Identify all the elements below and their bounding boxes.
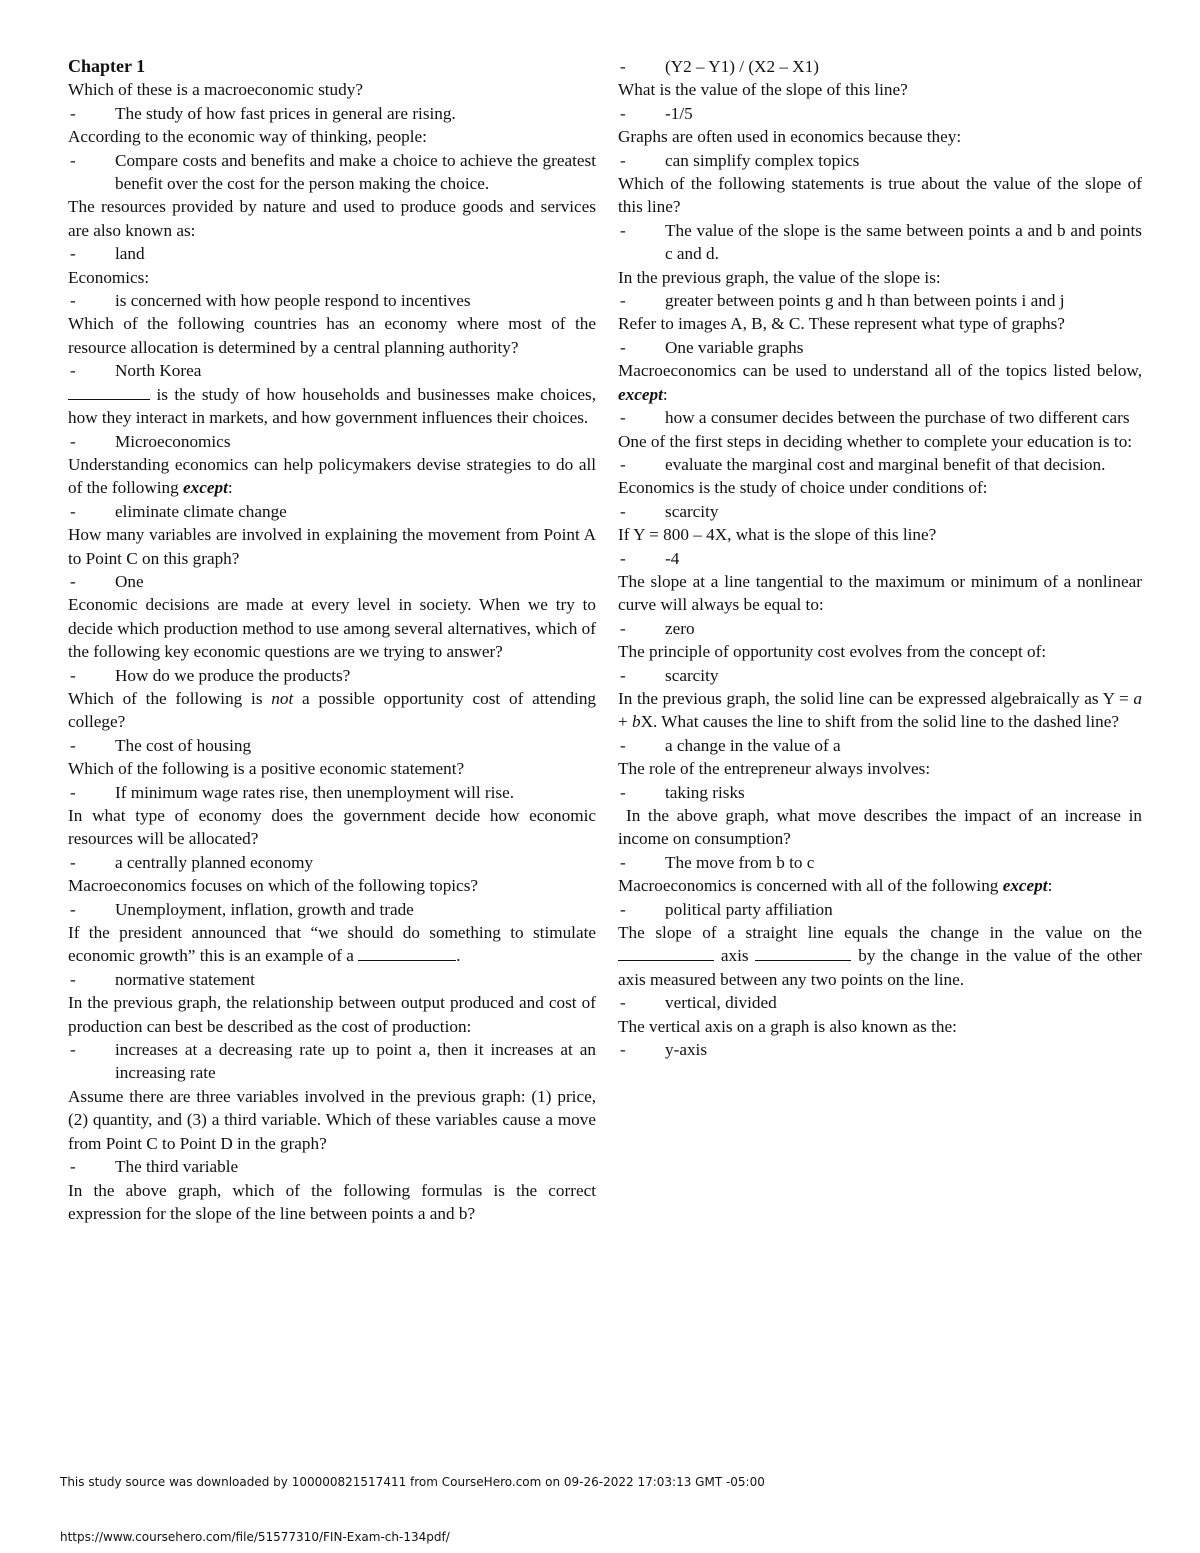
answer (68, 734, 596, 757)
question (618, 687, 1142, 734)
answer-dash: - (70, 1040, 76, 1060)
answer (68, 359, 596, 382)
question-text: Which of the following is (68, 688, 263, 708)
fill-in-blank (618, 944, 714, 961)
answer-dash: - (70, 431, 76, 451)
answer (618, 406, 1142, 429)
question: In the above graph, what move describes the impact of an increase in income on consumption? (618, 806, 1142, 849)
answer-dash: - (620, 291, 626, 311)
answer-text: can simplify complex topics (665, 150, 860, 170)
answer-dash: - (70, 735, 76, 755)
question-text: If the president announced that “we should do something to stimulate economic growth” this is an example of a (68, 923, 596, 966)
answer-text: How do we produce the products? (115, 665, 351, 685)
question-text: Macroeconomics is concerned with all of the following (618, 876, 999, 896)
plus-sign: + (618, 712, 628, 732)
question (618, 359, 1142, 406)
answer-dash: - (620, 501, 626, 521)
answer-dash: - (70, 571, 76, 591)
answer-text: is concerned with how people respond to incentives (115, 291, 471, 311)
variable-a: a (1133, 688, 1143, 708)
answer (68, 500, 596, 523)
answer-text: normative statement (115, 969, 255, 989)
answer (618, 55, 1142, 78)
answer (618, 851, 1142, 874)
answer-text: scarcity (665, 665, 719, 685)
emphasis-not: not (271, 688, 294, 708)
answer-dash: - (70, 899, 76, 919)
chapter-title: Chapter 1 (68, 56, 146, 76)
answer-text: zero (665, 618, 695, 638)
answer (618, 500, 1142, 523)
answer (618, 102, 1142, 125)
answer-dash: - (620, 665, 626, 685)
source-url-link[interactable]: https://www.coursehero.com/file/51577310/FIN-Exam-ch-134pdf/ (60, 1530, 450, 1544)
answer-text: a change in the value of a (665, 735, 841, 755)
answer (68, 664, 596, 687)
answer-dash: - (620, 408, 626, 428)
question: Which of the following is a positive economic statement? (68, 759, 465, 779)
answer (68, 898, 596, 921)
left-column (68, 55, 596, 1225)
answer-dash: - (70, 291, 76, 311)
question: Assume there are three variables involved in the previous graph: (1) price, (2) quantity, and (3) a third variable. Which of these variables cause a move from Point C to Point D in the graph? (68, 1086, 596, 1153)
answer (618, 898, 1142, 921)
answer-text: The value of the slope is the same between points a and b and points c and d. (665, 220, 1142, 264)
answer-text: evaluate the marginal cost and marginal benefit of that decision. (665, 454, 1106, 474)
question: How many variables are involved in explaining the movement from Point A to Point C on this graph? (68, 525, 596, 568)
answer (68, 570, 596, 593)
question-text: In the previous graph, the solid line can be expressed algebraically as Y = (618, 688, 1129, 708)
answer-dash: - (70, 361, 76, 381)
emphasis-except: except (183, 478, 228, 498)
answer-text: If minimum wage rates rise, then unemployment will rise. (115, 782, 515, 802)
answer-text: The move from b to c (665, 852, 815, 872)
answer (618, 734, 1142, 757)
answer (618, 1038, 1142, 1061)
answer (68, 102, 596, 125)
emphasis-except: except (1002, 876, 1048, 896)
question: The resources provided by nature and used to produce goods and services are also known as: (68, 197, 596, 240)
answer (68, 781, 596, 804)
answer-text: y-axis (665, 1040, 708, 1060)
answer-text: taking risks (665, 782, 745, 802)
question-text: Macroeconomics can be used to understand all of the topics listed below, (618, 361, 1142, 381)
answer-dash: - (620, 548, 626, 568)
answer-text: increases at a decreasing rate up to point a, then it increases at an increasing rate (115, 1040, 596, 1083)
answer-dash: - (620, 618, 626, 638)
answer-text: The study of how fast prices in general are rising. (115, 103, 456, 123)
question: Which of these is a macroeconomic study? (68, 80, 363, 100)
question: The principle of opportunity cost evolves from the concept of: (618, 642, 1047, 662)
answer-text: eliminate climate change (115, 501, 287, 521)
answer-text: Compare costs and benefits and make a choice to achieve the greatest benefit over the cost for the person making the choice. (115, 150, 596, 194)
answer-dash: - (620, 103, 626, 123)
answer-dash: - (620, 899, 626, 919)
download-notice: This study source was downloaded by 100000821517411 from CourseHero.com on 09-26-2022 17:03:13 GMT -05:00 (60, 1475, 765, 1489)
answer-dash: - (70, 1157, 76, 1177)
question: If the president announced that “we should do something to stimulate economic growth” this is an example of a . (68, 923, 596, 966)
question: The slope at a line tangential to the maximum or minimum of a nonlinear curve will always be equal to: (618, 571, 1142, 615)
question: In the previous graph, the relationship between output produced and cost of production can best be described as the cost of production: (68, 993, 596, 1036)
question-text-end: a possible opportunity cost of attending college? (68, 688, 597, 732)
answer (68, 851, 596, 874)
question-text-end: : (1047, 876, 1053, 896)
answer (68, 149, 596, 196)
question: Macroeconomics focuses on which of the following topics? (68, 876, 479, 896)
question: The role of the entrepreneur always involves: (618, 759, 931, 779)
answer-text: political party affiliation (665, 899, 833, 919)
answer (618, 781, 1142, 804)
answer-text: North Korea (115, 361, 202, 381)
question-text: The slope of a straight line equals the change in the value on the (618, 923, 1142, 943)
answer-dash: - (620, 1040, 626, 1060)
question-text-axis: axis (720, 946, 749, 966)
answer (68, 430, 596, 453)
question-text-end: X. What causes the line to shift from the solid line to the dashed line? (640, 712, 1120, 732)
answer-text: greater between points g and h than between points i and j (665, 291, 1065, 311)
question (68, 453, 596, 500)
answer-dash: - (620, 993, 626, 1013)
answer-dash: - (70, 103, 76, 123)
question: What is the value of the slope of this line? (618, 80, 908, 100)
answer (618, 336, 1142, 359)
answer-text: One variable graphs (665, 337, 804, 357)
variable-b: b (632, 712, 641, 732)
answer (618, 664, 1142, 687)
answer-text: vertical, divided (665, 993, 777, 1013)
answer-dash: - (620, 150, 626, 170)
answer (68, 242, 596, 265)
answer (618, 991, 1142, 1014)
answer-dash: - (620, 852, 626, 872)
answer (68, 289, 596, 312)
question: In the above graph, which of the following formulas is the correct expression for the slope of the line between points a and b? (68, 1180, 596, 1223)
question: Economics: (68, 267, 150, 287)
answer (618, 149, 1142, 172)
answer (68, 968, 596, 991)
answer-text: a centrally planned economy (115, 852, 314, 872)
answer-dash: - (70, 150, 76, 170)
answer-dash: - (620, 735, 626, 755)
answer-text: Unemployment, inflation, growth and trade (115, 899, 414, 919)
question: In the previous graph, the value of the slope is: (618, 267, 941, 287)
answer (618, 547, 1142, 570)
answer-dash: - (70, 665, 76, 685)
answer-text: how a consumer decides between the purchase of two different cars (665, 408, 1130, 428)
question: Economic decisions are made at every level in society. When we try to decide which production method to use among several alternatives, which of the following key economic questions are we trying to answer? (68, 595, 596, 662)
answer-text: scarcity (665, 501, 719, 521)
answer-text: (Y2 – Y1) / (X2 – X1) (665, 57, 820, 76)
answer-dash: - (620, 57, 626, 76)
answer-dash: - (620, 782, 626, 802)
fill-in-blank (68, 383, 150, 400)
question: The vertical axis on a graph is also known as the: (618, 1016, 957, 1036)
question: In what type of economy does the government decide how economic resources will be allocated? (68, 806, 596, 849)
question-text: Understanding economics can help policymakers devise strategies to do all of the following (68, 454, 596, 498)
question (618, 874, 1142, 897)
question (68, 687, 596, 734)
question: Graphs are often used in economics because they: (618, 127, 962, 147)
answer (68, 1155, 596, 1178)
answer-dash: - (620, 220, 626, 240)
answer-text: The third variable (115, 1157, 239, 1177)
answer (68, 1038, 596, 1085)
answer-dash: - (70, 969, 76, 989)
question-text-end: : (227, 478, 233, 498)
question: Refer to images A, B, & C. These represent what type of graphs? (618, 314, 1065, 334)
question: If Y = 800 – 4X, what is the slope of this line? (618, 525, 937, 545)
answer (618, 289, 1142, 312)
answer (618, 453, 1142, 476)
question-text-end: : (662, 384, 668, 404)
answer-dash: - (70, 852, 76, 872)
answer (618, 219, 1142, 266)
emphasis-except: except (618, 384, 663, 404)
answer-dash: - (620, 454, 626, 474)
question (618, 921, 1142, 991)
fill-in-blank (755, 944, 851, 961)
question: Which of the following countries has an economy where most of the resource allocation is determined by a central planning authority? (68, 314, 596, 357)
answer-dash: - (70, 782, 76, 802)
right-column (618, 55, 1142, 1061)
answer-dash: - (70, 501, 76, 521)
answer-dash: - (620, 337, 626, 357)
answer-text: land (115, 244, 145, 264)
answer-text: One (115, 571, 144, 591)
answer-text: -4 (665, 548, 680, 568)
question: Which of the following statements is true about the value of the slope of this line? (618, 174, 1142, 217)
question: Economics is the study of choice under conditions of: (618, 478, 988, 498)
fill-in-blank (358, 944, 456, 961)
question-text: is the study of how households and businesses make choices, how they interact in markets, and how government influences their choices. (68, 384, 596, 428)
question-text-end: by the change in the value of the other axis measured between any two points on the line. (618, 946, 1143, 989)
question (68, 383, 596, 430)
question: One of the first steps in deciding whether to complete your education is to: (618, 431, 1133, 451)
answer-text: Microeconomics (115, 431, 231, 451)
answer (618, 617, 1142, 640)
question: According to the economic way of thinking, people: (68, 127, 427, 147)
answer-text: -1/5 (665, 103, 693, 123)
answer-text: The cost of housing (115, 735, 252, 755)
answer-dash: - (70, 244, 76, 264)
